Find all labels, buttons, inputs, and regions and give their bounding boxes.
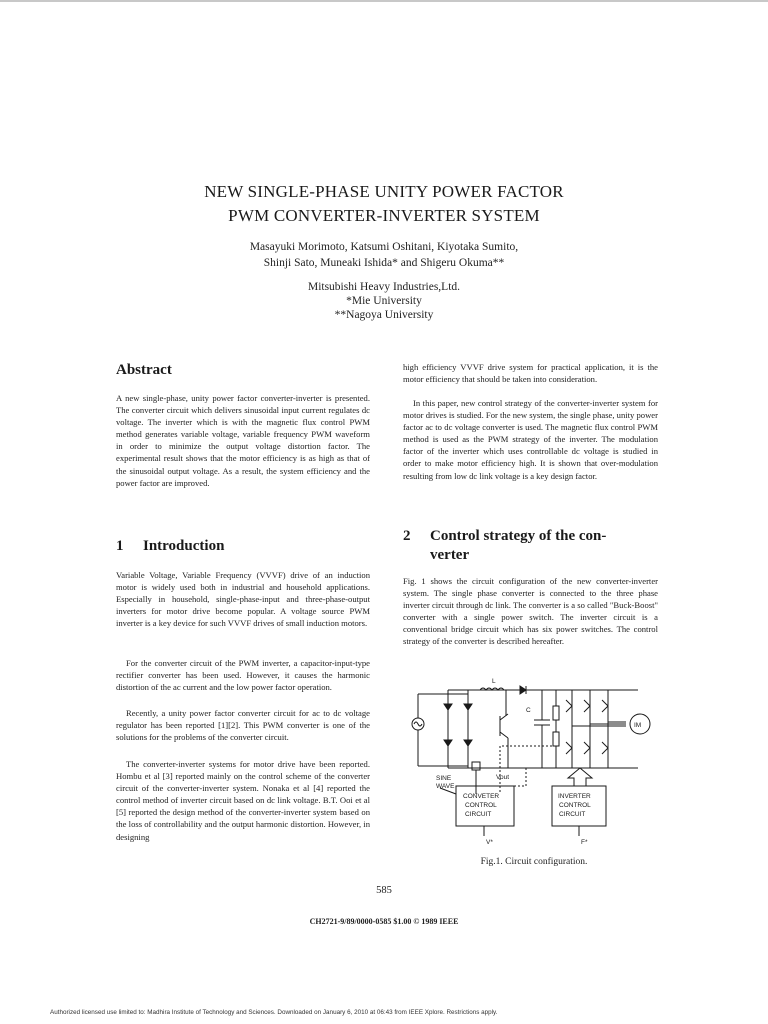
conv-box-line1: CONVETER — [463, 793, 500, 800]
intro-paragraph-1: Variable Voltage, Variable Frequency (VVVF) drive of an induction motor is widely used both in industrial and household applications. Especially in household, single-phase-input and three-phase-output inverters for motor drive become popular. A voltage source PWM inverter is a key device for such VVVF drives of small induction motors. — [116, 570, 370, 629]
circuit-diagram — [408, 676, 660, 848]
right-paragraph-continued: high efficiency VVVF drive system for practical application, it is the motor efficiency that should be taken into consideration. — [403, 362, 658, 385]
motor-label: IM — [634, 722, 642, 729]
footer-notice: Authorized licensed use limited to: Madhira Institute of Technology and Sciences. Downloaded on January 6, 2010 at 06:43 from IEEE Xplore. Restrictions apply. — [50, 1009, 498, 1016]
abstract-text: A new single-phase, unity power factor converter-inverter is presented. The converter circuit which delivers sinusoidal input current regulates dc voltage. The inverter which is with the magnetic flux control PWM method generates variable voltage, variable frequency PWM waveform in order to minimize the output voltage distortion factor. The experimental result shows that the motor efficiency is as high as that of the sinusoidal output voltage. As a result, the system efficiency and the power factor are improved. — [116, 393, 370, 488]
page-top-border — [0, 0, 768, 2]
paper-title-line1: NEW SINGLE-PHASE UNITY POWER FACTOR — [204, 182, 564, 201]
label-vout: Vout — [496, 774, 510, 781]
affiliation-line2: *Mie University — [346, 295, 422, 307]
intro-heading: Introduction — [143, 538, 225, 554]
figure-caption: Fig.1. Circuit configuration. — [480, 857, 588, 867]
input-v: V* — [486, 839, 493, 846]
section2-number: 2 — [403, 528, 411, 544]
inv-box-line1: INVERTER — [558, 793, 591, 800]
section2-heading-line2: verter — [430, 547, 470, 563]
intro-paragraph-2: For the converter circuit of the PWM inverter, a capacitor-input-type rectifier converter has been used. However, it causes the harmonic distortion of the ac current and the low power factor operation. — [116, 658, 370, 693]
input-f: F* — [581, 839, 588, 846]
intro-number: 1 — [116, 538, 124, 554]
affiliation-line1: Mitsubishi Heavy Industries,Ltd. — [307, 281, 461, 293]
affiliation-line3: **Nagoya University — [334, 309, 434, 321]
label-L: L — [492, 678, 496, 685]
authors-line1: Masayuki Morimoto, Katsumi Oshitani, Kiyotaka Sumito, — [249, 241, 519, 253]
label-C: C — [526, 707, 531, 714]
abstract-heading: Abstract — [116, 362, 172, 378]
inv-box-line2: CONTROL — [559, 802, 591, 809]
intro-paragraph-3: Recently, a unity power factor converter circuit for ac to dc voltage regulator has been reported [1][2]. This PWM converter is one of the solutions for the problems of the converter circuit. — [116, 708, 370, 743]
conv-box-line3: CIRCUIT — [465, 811, 492, 818]
intro-paragraph-4: The converter-inverter systems for motor drive have been reported. Hombu et al [3] reported mainly on the control scheme of the converter circuit of the converter-inverter system. Nonaka et al [4] reported the control method of inverter circuit based on dc link voltage. B.T. Ooi et al [5] reported the design method of the converter-inverter system based on the loss of controllability and the output harmonic distortion. However, in designing — [116, 759, 370, 842]
conv-box-line2: CONTROL — [465, 802, 497, 809]
right-paragraph-this-paper: In this paper, new control strategy of the converter-inverter system for motor drives is studied. For the new system, the single phase, unity power factor ac to dc voltage converter is used. The magnetic flux control PWM method is used as the PWM strategy of the inverter. The modulation factor of the inverter which uses controllable dc voltage is studied in order to make motor efficiency high. It is shown that over-modulation resulting from low dc link voltage is a key design factor. — [403, 398, 658, 481]
label-sine-2: WAVE — [436, 783, 455, 790]
inv-box-line3: CIRCUIT — [559, 811, 586, 818]
section2-paragraph-1: Fig. 1 shows the circuit configuration of the new converter-inverter system. The single phase converter is connected to the three phase inverter circuit through dc link. The converter is a so called "Buck-Boost" converter with a single power switch. The inverter circuit is a conventional bridge circuit which has six power switches. The control strategy of the converter is described hereafter. — [403, 576, 658, 647]
authors-line2: Shinji Sato, Muneaki Ishida* and Shigeru Okuma** — [263, 257, 505, 269]
page-number: 585 — [376, 885, 392, 896]
paper-title-line2: PWM CONVERTER-INVERTER SYSTEM — [228, 206, 540, 225]
section2-heading-line1: Control strategy of the con- — [430, 528, 607, 544]
label-sine-1: SINE — [436, 775, 452, 782]
copyright-line: CH2721-9/89/0000-0585 $1.00 © 1989 IEEE — [309, 917, 459, 926]
